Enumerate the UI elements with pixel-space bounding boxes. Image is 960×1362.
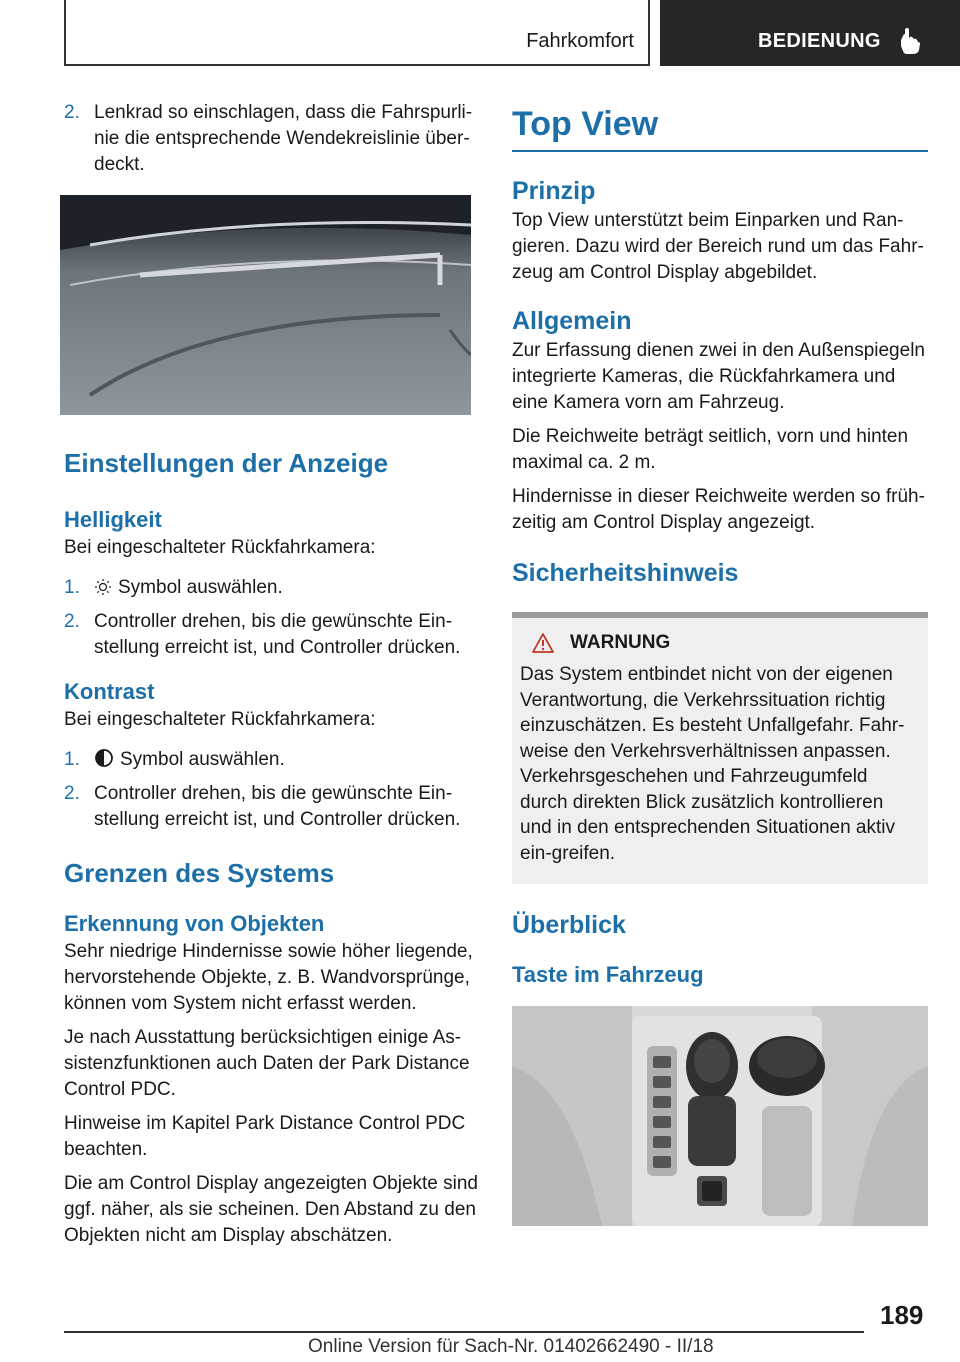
kontrast-steps: [64, 747, 479, 833]
footer-divider: [64, 1331, 864, 1333]
helligkeit-intro: Bei eingeschalteter Rückfahrkamera:: [64, 537, 376, 558]
contrast-icon: [94, 748, 114, 768]
step-number: 2.: [64, 783, 80, 804]
heading-taste: Taste im Fahrzeug: [512, 962, 704, 987]
step-text: Symbol auswählen.: [118, 577, 283, 598]
warning-text: Das System entbindet nicht von der eigenen Verantwortung, die Verkehrssituation richtig einzuschätzen. Es besteht Unfallgefahr. Fahr-weise den Verkehrsverhältnissen anpassen. Verkehrsgeschehen und Fahrzeugumfeld durch direkten Blick zusätzlich kontrollieren und in den entsprechenden Situationen aktiv ein-greifen.: [520, 664, 905, 864]
page-header: [0, 0, 960, 66]
paragraph: Top View unterstützt beim Einparken und Ran-gieren. Dazu wird der Bereich rund um das Fahr-zeug am Control Display abgebildet.: [512, 210, 924, 283]
warning-box: [512, 618, 928, 884]
list-item: [64, 575, 479, 601]
paragraph: Hinweise im Kapitel Park Distance Control PDC beachten.: [64, 1113, 466, 1160]
section-label: Fahrkomfort: [526, 30, 634, 52]
center-console-image: [512, 1006, 928, 1226]
heading-grenzen: Grenzen des Systems: [64, 858, 335, 888]
step-number: 2.: [64, 611, 80, 632]
heading-allgemein: Allgemein: [512, 307, 632, 335]
heading-helligkeit: Helligkeit: [64, 507, 162, 532]
heading-ueberblick: Überblick: [512, 911, 626, 939]
brightness-icon: [94, 578, 112, 596]
paragraph: Sehr niedrige Hindernisse sowie höher liegende, hervorstehende Objekte, z. B. Wandvorsprünge, können vom System nicht erfasst werden.: [64, 941, 473, 1014]
step-text: Controller drehen, bis die gewünschte Ein-stellung erreicht ist, und Controller drücken.: [94, 611, 461, 658]
heading-erkennung: Erkennung von Objekten: [64, 911, 325, 936]
heading-prinzip: Prinzip: [512, 177, 596, 205]
list-item: [64, 609, 479, 661]
list-item: [64, 781, 479, 833]
heading-kontrast: Kontrast: [64, 679, 155, 704]
step-number: 2.: [64, 102, 80, 123]
rear-camera-image: [60, 195, 471, 415]
left-column: [64, 100, 479, 1257]
step-text: Lenkrad so einschlagen, dass die Fahrspurli-nie die entsprechende Wendekreislinie über-deckt.: [94, 102, 473, 175]
right-column: [512, 100, 928, 1226]
divider: [512, 150, 928, 152]
list-item: [64, 100, 479, 178]
steps-list: [64, 100, 479, 178]
warning-label: WARNUNG: [570, 632, 671, 653]
heading-einstellungen: Einstellungen der Anzeige: [64, 448, 389, 478]
step-text: Symbol auswählen.: [120, 749, 285, 770]
heading-topview: Top View: [512, 105, 659, 143]
chapter-label: BEDIENUNG: [758, 30, 881, 52]
paragraph: Die am Control Display angezeigten Objekte sind ggf. näher, als sie scheinen. Den Abstand zu den Objekten nicht am Display abschätzen.: [64, 1173, 478, 1246]
kontrast-intro: Bei eingeschalteter Rückfahrkamera:: [64, 709, 376, 730]
footer-text: Online Version für Sach-Nr. 01402662490 - II/18: [308, 1336, 714, 1357]
step-text: Controller drehen, bis die gewünschte Ein-stellung erreicht ist, und Controller drücken.: [94, 783, 461, 830]
list-item: [64, 747, 479, 773]
heading-sicherheit: Sicherheitshinweis: [512, 559, 739, 587]
paragraph: Die Reichweite beträgt seitlich, vorn und hinten maximal ca. 2 m.: [512, 426, 909, 473]
helligkeit-steps: [64, 575, 479, 661]
page-number: 189: [880, 1300, 924, 1330]
paragraph: Je nach Ausstattung berücksichtigen einige As-sistenzfunktionen auch Daten der Park Distance Control PDC.: [64, 1027, 470, 1100]
warning-icon: [532, 633, 554, 653]
step-number: 1.: [64, 577, 80, 598]
section-tab: [64, 0, 650, 66]
warning-title: [520, 632, 920, 654]
paragraph: Zur Erfassung dienen zwei in den Außenspiegeln integrierte Kameras, die Rückfahrkamera und eine Kamera vorn am Fahrzeug.: [512, 340, 925, 413]
paragraph: Hindernisse in dieser Reichweite werden so früh-zeitig am Control Display angezeigt.: [512, 486, 925, 533]
step-number: 1.: [64, 749, 80, 770]
hand-pointer-icon: [893, 26, 923, 56]
